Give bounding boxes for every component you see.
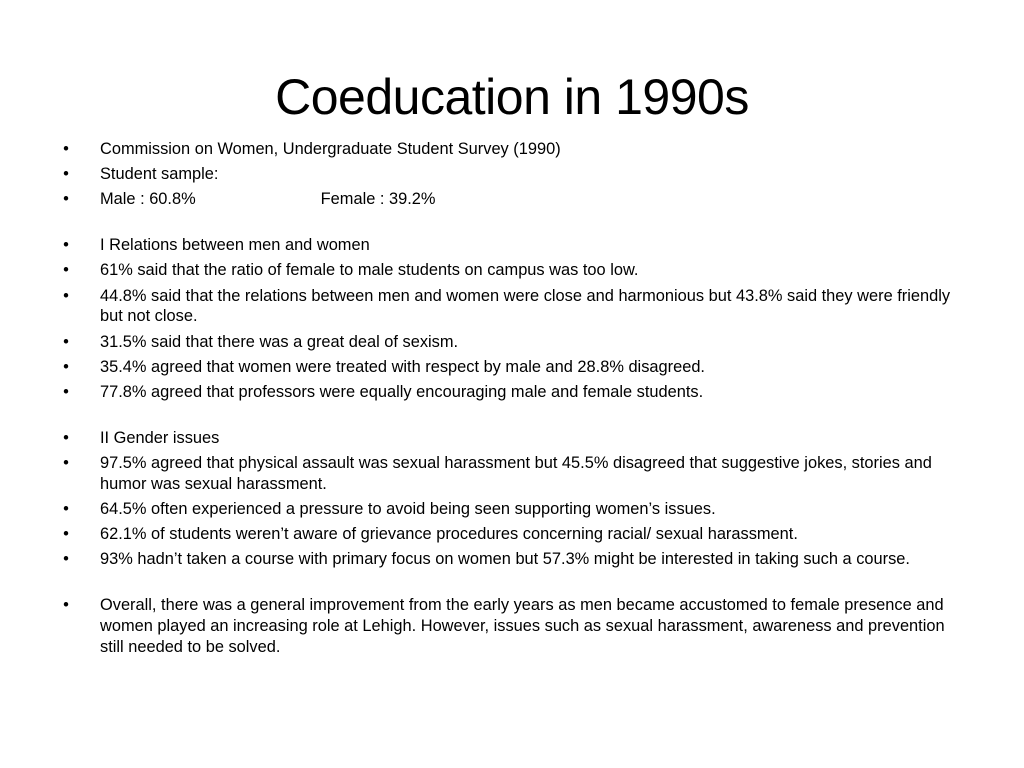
conclusion-item [58,595,968,657]
bullet-dot-icon: • [63,525,69,544]
bullet-item [58,260,968,281]
bullet-text: II Gender issues [100,428,220,447]
bullet-dot-icon: • [63,140,69,158]
bullet-dot-icon: • [63,286,69,305]
bullet-list [58,139,968,662]
bullet-text: 93% hadn’t taken a course with primary focus on women but 57.3% might be interested in taking such a course. [100,550,910,569]
bullet-item [58,499,968,520]
bullet-text: Overall, there was a general improvement from the early years as men became accustomed to female presence and women played an increasing role at Lehigh. However, issues such as sexual harassment, awareness and prevention still needed to be solved. [100,596,945,656]
sample-male: Male : 60.8% [100,190,196,209]
bullet-dot-icon: • [63,236,69,255]
bullet-text: Commission on Women, Undergraduate Student Survey (1990) [100,140,561,158]
bullet-text: Student sample: [100,165,219,184]
bullet-item [58,332,968,353]
bullet-dot-icon: • [63,357,69,376]
sample-female: Female : 39.2% [320,190,436,209]
bullet-dot-icon: • [63,550,69,569]
bullet-dot-icon: • [63,499,69,518]
bullet-dot-icon: • [63,428,69,447]
bullet-item [58,549,968,570]
bullet-item [58,286,968,328]
bullet-dot-icon: • [63,332,69,351]
bullet-item-sample [58,189,968,210]
bullet-text: 64.5% often experienced a pressure to avoid being seen supporting women’s issues. [100,499,716,518]
bullet-item [58,453,968,495]
section-heading [58,428,968,449]
section-heading [58,235,968,256]
bullet-text: 77.8% agreed that professors were equally encouraging male and female students. [100,382,704,401]
bullet-text: 35.4% agreed that women were treated with respect by male and 28.8% disagreed. [100,357,705,376]
bullet-dot-icon: • [63,596,69,615]
bullet-text: 62.1% of students weren’t aware of grievance procedures concerning racial/ sexual harassment. [100,525,798,544]
bullet-item [58,139,968,160]
bullet-item [58,357,968,378]
bullet-text: 31.5% said that there was a great deal of sexism. [100,332,459,351]
slide-title: Coeducation in 1990s [275,69,749,125]
bullet-text: 97.5% agreed that physical assault was sexual harassment but 45.5% disagreed that suggestive jokes, stories and humor was sexual harassment. [100,453,932,493]
bullet-item [58,164,968,185]
bullet-item [58,382,968,403]
bullet-dot-icon: • [63,382,69,401]
bullet-dot-icon: • [63,190,69,209]
bullet-dot-icon: • [63,453,69,472]
bullet-item [58,524,968,545]
bullet-dot-icon: • [63,165,69,184]
bullet-text: 61% said that the ratio of female to male students on campus was too low. [100,261,639,280]
bullet-text: 44.8% said that the relations between men and women were close and harmonious but 43.8% said they were friendly but not close. [100,286,951,326]
bullet-text: I Relations between men and women [100,236,370,255]
bullet-dot-icon: • [63,261,69,280]
